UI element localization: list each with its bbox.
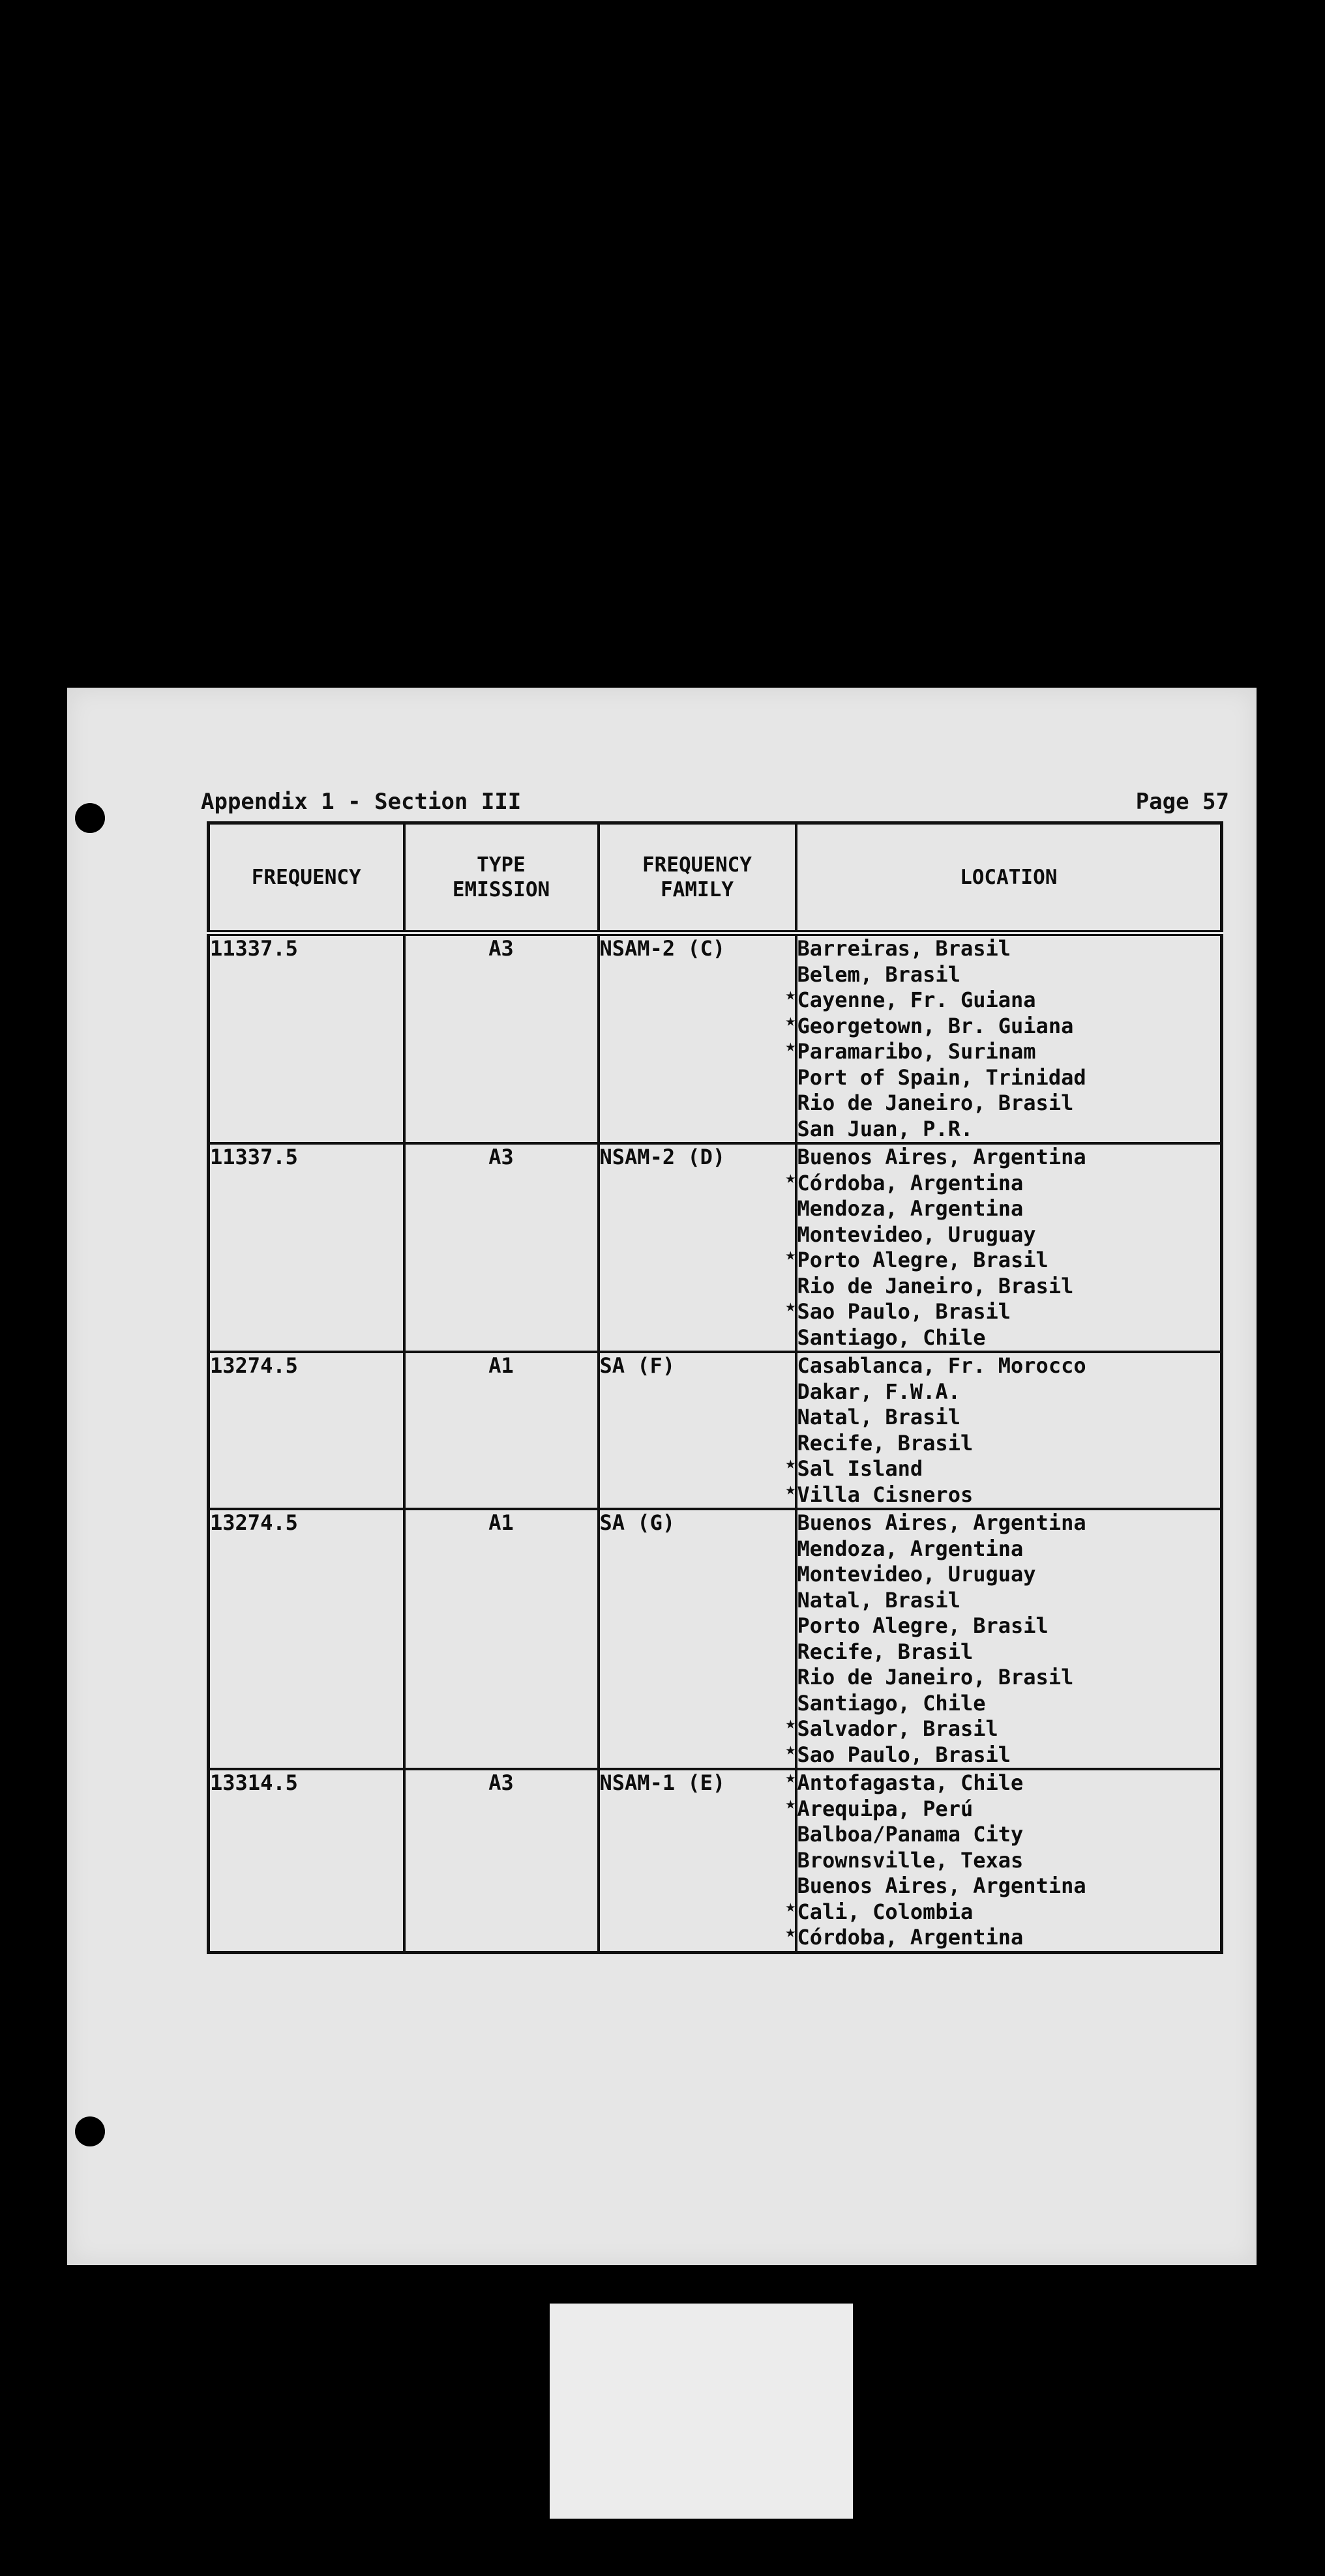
frequency-cell: 13274.5 bbox=[209, 1509, 404, 1769]
emission-type-cell: A3 bbox=[404, 1143, 599, 1352]
location-text: Buenos Aires, Argentina bbox=[797, 1510, 1086, 1535]
location-text: Porto Alegre, Brasil bbox=[797, 1248, 1049, 1272]
star-marker-icon: ★ bbox=[785, 1479, 796, 1499]
location-cell bbox=[785, 1509, 1222, 1769]
location-entry bbox=[785, 1739, 1221, 1768]
location-entry bbox=[785, 1167, 1221, 1197]
location-entry bbox=[797, 1196, 1221, 1222]
column-header-frequency bbox=[209, 823, 404, 933]
location-entry bbox=[797, 1379, 1221, 1405]
star-marker-icon: ★ bbox=[785, 1454, 796, 1473]
location-text: Cali, Colombia bbox=[797, 1899, 974, 1924]
table-row bbox=[209, 933, 1222, 1144]
star-marker-icon: ★ bbox=[785, 1922, 796, 1942]
location-entry bbox=[785, 1010, 1221, 1040]
star-marker-icon: ★ bbox=[785, 1245, 796, 1265]
location-entry bbox=[797, 1274, 1221, 1300]
star-marker-icon: ★ bbox=[785, 1036, 796, 1056]
location-text: Casablanca, Fr. Morocco bbox=[797, 1353, 1086, 1378]
location-text: Córdoba, Argentina bbox=[797, 1170, 1024, 1195]
location-entry bbox=[797, 1325, 1221, 1351]
column-header-line: FREQUENCY bbox=[642, 853, 752, 877]
location-text: Rio de Janeiro, Brasil bbox=[797, 1665, 1074, 1690]
location-entry bbox=[797, 1431, 1221, 1457]
location-text: Belem, Brasil bbox=[797, 961, 960, 987]
location-entry bbox=[797, 1405, 1221, 1431]
location-entry bbox=[785, 1245, 1221, 1274]
frequency-family-cell: NSAM-2 (C) bbox=[599, 933, 796, 1144]
location-entry bbox=[785, 1896, 1221, 1925]
star-marker-icon: ★ bbox=[785, 1296, 796, 1316]
location-cell bbox=[785, 1352, 1222, 1509]
section-heading: Appendix 1 - Section III bbox=[201, 789, 522, 815]
frequency-family-cell: NSAM-1 (E) bbox=[599, 1769, 796, 1952]
punch-hole-top bbox=[75, 803, 105, 833]
location-text: Sal Island bbox=[797, 1456, 923, 1481]
column-header-line: FREQUENCY bbox=[251, 866, 361, 889]
emission-type-cell: A1 bbox=[404, 1509, 599, 1769]
table-row bbox=[209, 1769, 1222, 1952]
location-text: Sao Paulo, Brasil bbox=[797, 1299, 1011, 1324]
location-entry bbox=[785, 1454, 1221, 1482]
frequency-table bbox=[207, 821, 1223, 1954]
location-cell bbox=[785, 1143, 1222, 1352]
frequency-family-cell: SA (G) bbox=[599, 1509, 796, 1769]
location-text: Rio de Janeiro, Brasil bbox=[797, 1273, 1074, 1298]
document-page bbox=[67, 688, 1257, 2265]
location-entry bbox=[797, 1353, 1221, 1379]
location-text: Antofagasta, Chile bbox=[797, 1770, 1024, 1795]
location-entry bbox=[797, 936, 1221, 962]
frequency-cell: 11337.5 bbox=[209, 1143, 404, 1352]
table-row bbox=[209, 1352, 1222, 1509]
location-entry bbox=[797, 1873, 1221, 1899]
location-entry bbox=[785, 1922, 1221, 1951]
location-entry bbox=[797, 1588, 1221, 1614]
location-entry bbox=[797, 1117, 1221, 1143]
location-text: Natal, Brasil bbox=[797, 1405, 960, 1429]
frequency-cell: 13274.5 bbox=[209, 1352, 404, 1509]
location-text: Georgetown, Br. Guiana bbox=[797, 1013, 1074, 1038]
location-text: Sao Paulo, Brasil bbox=[797, 1742, 1011, 1767]
location-text: Natal, Brasil bbox=[797, 1587, 960, 1613]
emission-type-cell: A3 bbox=[404, 933, 599, 1144]
location-entry bbox=[785, 985, 1221, 1014]
location-text: Rio de Janeiro, Brasil bbox=[797, 1090, 1074, 1115]
location-text: Montevideo, Uruguay bbox=[797, 1222, 1036, 1247]
location-text: Paramaribo, Surinam bbox=[797, 1039, 1036, 1064]
location-text: Port of Spain, Trinidad bbox=[797, 1064, 1086, 1090]
location-entry bbox=[797, 1510, 1221, 1536]
location-entry bbox=[797, 1613, 1221, 1639]
location-entry bbox=[797, 1822, 1221, 1848]
location-entry bbox=[785, 1479, 1221, 1508]
frequency-cell: 11337.5 bbox=[209, 933, 404, 1144]
location-entry bbox=[797, 1065, 1221, 1091]
location-text: Balboa/Panama City bbox=[797, 1822, 1024, 1847]
location-text: Arequipa, Perú bbox=[797, 1796, 974, 1821]
location-entry bbox=[797, 1145, 1221, 1171]
frequency-family-cell: NSAM-2 (D) bbox=[599, 1143, 796, 1352]
location-text: Recife, Brasil bbox=[797, 1430, 974, 1456]
location-text: Porto Alegre, Brasil bbox=[797, 1613, 1049, 1638]
location-text: Salvador, Brasil bbox=[797, 1716, 998, 1741]
star-marker-icon: ★ bbox=[785, 1793, 796, 1813]
location-text: Villa Cisneros bbox=[797, 1482, 974, 1507]
page-number: Page 57 bbox=[1135, 789, 1229, 815]
location-entry bbox=[797, 1848, 1221, 1874]
location-entry bbox=[797, 1639, 1221, 1665]
emission-type-cell: A1 bbox=[404, 1352, 599, 1509]
star-marker-icon: ★ bbox=[785, 985, 796, 1004]
table-row bbox=[209, 1143, 1222, 1352]
star-marker-icon: ★ bbox=[785, 1714, 796, 1733]
column-header-line: EMISSION bbox=[452, 878, 550, 901]
location-entry bbox=[797, 1665, 1221, 1691]
location-text: Santiago, Chile bbox=[797, 1690, 986, 1716]
column-header-frequency-family bbox=[599, 823, 796, 933]
location-cell bbox=[785, 933, 1222, 1144]
table-header-row bbox=[209, 823, 1222, 933]
column-header-type-emission bbox=[404, 823, 599, 933]
punch-hole-bottom bbox=[75, 2116, 105, 2146]
column-header-location bbox=[796, 823, 1222, 933]
location-entry bbox=[797, 1222, 1221, 1248]
star-marker-icon: ★ bbox=[785, 1768, 796, 1787]
star-marker-icon: ★ bbox=[785, 1010, 796, 1031]
star-marker-icon: ★ bbox=[785, 1739, 796, 1759]
location-text: Barreiras, Brasil bbox=[797, 936, 1011, 961]
location-entry bbox=[785, 1768, 1221, 1796]
location-entry bbox=[785, 1793, 1221, 1822]
column-header-line: FAMILY bbox=[661, 878, 734, 901]
location-text: Buenos Aires, Argentina bbox=[797, 1145, 1086, 1169]
location-text: Buenos Aires, Argentina bbox=[797, 1873, 1086, 1898]
location-text: Recife, Brasil bbox=[797, 1639, 974, 1664]
frequency-family-cell: SA (F) bbox=[599, 1352, 796, 1509]
location-entry bbox=[785, 1036, 1221, 1065]
location-text: Santiago, Chile bbox=[797, 1325, 986, 1350]
column-header-line: LOCATION bbox=[960, 866, 1058, 889]
location-entry bbox=[785, 1296, 1221, 1325]
emission-type-cell: A3 bbox=[404, 1769, 599, 1952]
star-marker-icon: ★ bbox=[785, 1167, 796, 1188]
location-entry bbox=[797, 1562, 1221, 1588]
location-text: Mendoza, Argentina bbox=[797, 1536, 1024, 1561]
location-text: San Juan, P.R. bbox=[797, 1116, 974, 1141]
location-cell bbox=[785, 1768, 1222, 1952]
frequency-cell: 13314.5 bbox=[209, 1769, 404, 1952]
blank-card bbox=[550, 2304, 853, 2519]
location-text: Mendoza, Argentina bbox=[797, 1196, 1024, 1221]
location-entry bbox=[785, 1714, 1221, 1742]
location-entry bbox=[797, 1691, 1221, 1717]
location-entry bbox=[797, 962, 1221, 988]
table-row bbox=[209, 1509, 1222, 1769]
location-text: Cayenne, Fr. Guiana bbox=[797, 988, 1036, 1012]
location-text: Brownsville, Texas bbox=[797, 1847, 1024, 1873]
star-marker-icon: ★ bbox=[785, 1896, 796, 1916]
location-text: Córdoba, Argentina bbox=[797, 1925, 1024, 1950]
column-header-line: TYPE bbox=[477, 853, 526, 877]
location-entry bbox=[797, 1536, 1221, 1562]
location-text: Dakar, F.W.A. bbox=[797, 1379, 960, 1404]
location-text: Montevideo, Uruguay bbox=[797, 1562, 1036, 1587]
location-entry bbox=[797, 1090, 1221, 1117]
